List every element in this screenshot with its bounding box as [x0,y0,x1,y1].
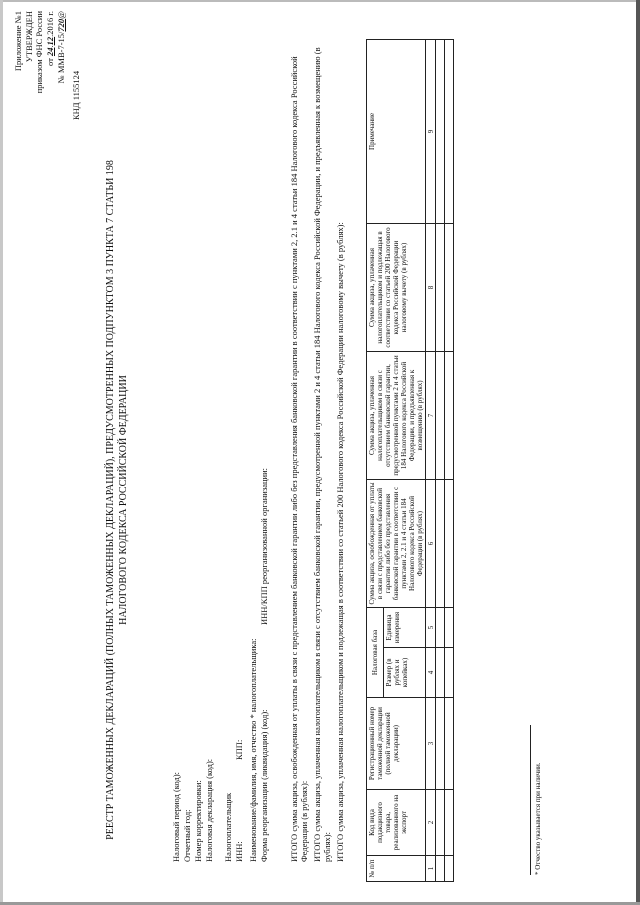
footnote: * Отчество указывается при наличии. [534,762,542,875]
column-number: 4 [426,648,436,698]
approval-date: от 24.12.2016 г. [44,11,55,67]
header-declaration-number: Регистрационный номер таможенной декларации (полной таможенной декларации) [367,698,426,790]
header-deductible-excise: Сумма акциза, уплаченная налогоплательщиком и подлежащая в соответствии со статьей 200 Налогового кодекса Российской Федерации налоговому вычету (в рублях) [367,224,426,352]
reorganized-inn-kpp-field: ИНН/КПП реорганизованной организации: [259,468,269,625]
column-number: 6 [426,480,436,608]
tax-period-field: Налоговый период (код): [171,771,181,862]
column-number: 3 [426,698,436,790]
inn-field: ИНН: [234,841,244,862]
column-number: 8 [426,224,436,352]
rotated-document-page [5,5,635,900]
date-day: 24 [44,47,55,57]
header-tax-base: Налоговая база [367,608,384,698]
header-goods-code: Код вида подакцизного товара, реализованного на экспорт [367,790,426,856]
register-table [366,39,454,882]
total-paid-excise-refund: ИТОГО сумма акциза, уплаченная налогоплательщиком в связи с отсутствием банковской гарантии, предусмотренной пунктами 2 и 4 статьи 184 Налогового кодекса Российской Федерации, и предъявленная к возмещению (в рублях): [312,47,333,862]
correction-number-field: Номер корректировки: [193,780,203,862]
column-number: 9 [426,40,436,224]
footnote-divider [530,725,531,875]
header-paid-excise-refund: Сумма акциза, уплаченная налогоплательщиком в связи с отсутствием банковской гарантии, предусмотренной пунктами 2 и 4 статьи 184 Налогового кодекса Российской Федерации, и предъявленная к возмещению (в рублях) [367,352,426,480]
table-row [445,40,454,882]
scan-edge-left [0,0,3,905]
approved-label: УТВЕРЖДЕН [23,11,34,63]
column-number: 7 [426,352,436,480]
knd-code: КНД 1155124 [71,70,81,120]
kpp-field: КПП: [234,739,244,760]
document-title: РЕЕСТР ТАМОЖЕННЫХ ДЕКЛАРАЦИЙ (ПОЛНЫХ ТАМОЖЕННЫХ ДЕКЛАРАЦИЙ), ПРЕДУСМОТРЕННЫХ ПОДПУНКТОМ 3 ПУНКТА 7 СТАТЬИ 198 НАЛОГОВОГО КОДЕКСА РОССИЙСКОЙ ФЕДЕРАЦИИ [105,160,129,840]
reorganization-form-field: Форма реорганизации (ликвидация) (код): [259,709,269,862]
column-numbers-row [426,40,436,882]
header-amount: Размер (в рублях и копейках) [384,648,426,698]
column-number: 2 [426,790,436,856]
taxpayer-label: Налогоплательщик [223,792,233,862]
appendix-label: Приложение №1 [13,11,23,72]
taxpayer-name-field: Наименование/фамилия, имя, отчество * налогоплательщика: [248,638,258,862]
order-number: № ММВ-7-15/720@ [55,11,66,84]
order-label: приказом ФНС России [34,11,45,94]
date-month: 12 [44,36,55,46]
scan-edge-right [636,0,640,905]
column-number: 5 [426,608,436,648]
header-unit: Единица измерения [384,608,426,648]
table-row [436,40,445,882]
scan-edge-top [0,0,640,2]
order-number-value: 720 [55,18,66,32]
table-header-row [367,40,384,882]
total-exempted-excise: ИТОГО сумма акциза, освобожденная от уплаты в связи с представлением банковской гарантии либо без представления банковской гарантии в соответствии с пунктами 2, 2.1 и 4 статьи 184 Налогового кодекса Российской Федерации (в рублях): [289,56,310,862]
total-deductible-excise: ИТОГО сумма акциза, уплаченная налогоплательщиком и подлежащая в соответствии со статьей 200 Налогового кодекса Российской Федерации налоговому вычету (в рублях): [335,222,345,862]
header-exempted-excise: Сумма акциза, освобожденная от уплаты в связи с представлением банковской гарантии либо без представления банковской гарантии в соответствии с пунктами 2, 2.1 и 4 статьи 184 Налогового кодекса Российской Федерации (в рублях) [367,480,426,608]
date-year: 2016 г. [44,11,55,35]
header-row-number: № п/п [367,856,426,882]
header-note: Примечание [367,40,426,224]
approval-block [13,11,66,93]
column-number: 1 [426,856,436,882]
reporting-year-field: Отчетный год: [182,809,192,862]
declaration-code-field: Налоговая декларация (код): [204,758,214,862]
